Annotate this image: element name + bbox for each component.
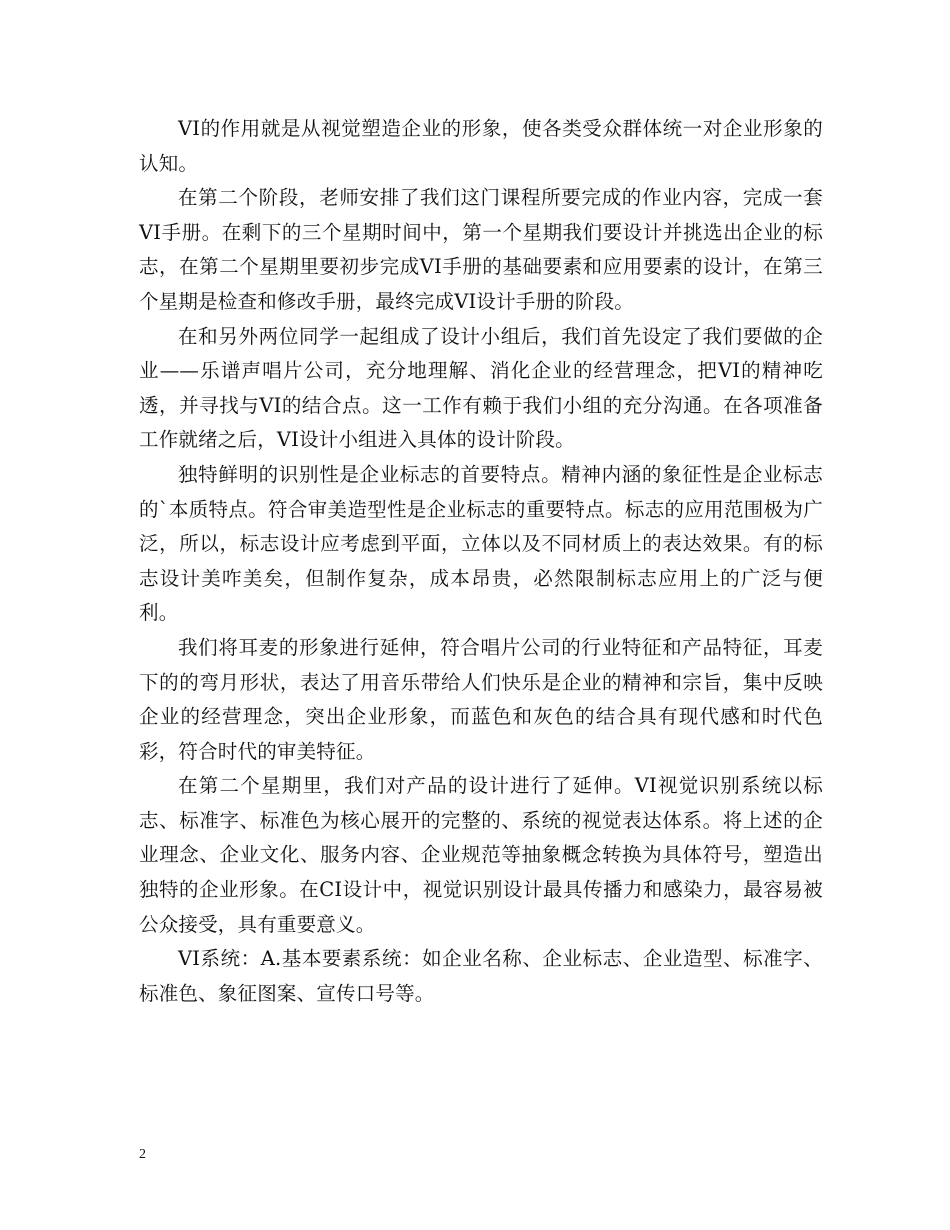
paragraph-second-stage: 在第二个阶段，老师安排了我们这门课程所要完成的作业内容，完成一套VI手册。在剩下的三个星期时间中，第一个星期我们要设计并挑选出企业的标志，在第二个星期里要初步完成VI手册的基础要素和应用要素的设计，在第三个星期是检查和修改手册，最终完成VI设计手册的阶段。 [139,186,823,313]
body-text [139,112,823,1011]
paragraph-vi-role: VI的作用就是从视觉塑造企业的形象，使各类受众群体统一对企业形象的认知。 [139,117,823,175]
paragraph-headset-logo: 我们将耳麦的形象进行延伸，符合唱片公司的行业特征和产品特征，耳麦下的的弯月形状，表达了用音乐带给人们快乐是企业的精神和宗旨，集中反映企业的经营理念，突出企业形象，而蓝色和灰色的结合具有现代感和时代色彩，符合时代的审美特征。 [139,635,823,763]
page-number: 2 [139,1147,146,1162]
paragraph-design-group: 在和另外两位同学一起组成了设计小组后，我们首先设定了我们要做的企业——乐谱声唱片公司，充分地理解、消化企业的经营理念，把VI的精神吃透，并寻找与VI的结合点。这一工作有赖于我们小组的充分沟通。在各项准备工作就绪之后，VI设计小组进入具体的设计阶段。 [139,324,823,452]
paragraph-logo-features: 独特鲜明的识别性是企业标志的首要特点。精神内涵的象征性是企业标志的`本质特点。符合审美造型性是企业标志的重要特点。标志的应用范围极为广泛，所以，标志设计应考虑到平面，立体以及不同材质上的表达效果。有的标志设计美咋美矣，但制作复杂，成本昂贵，必然限制标志应用上的广泛与便利。 [139,462,823,625]
paragraph-second-week: 在第二个星期里，我们对产品的设计进行了延伸。VI视觉识别系统以标志、标准字、标准色为核心展开的完整的、系统的视觉表达体系。将上述的企业理念、企业文化、服务内容、企业规范等抽象概念转换为具体符号，塑造出独特的企业形象。在CI设计中，视觉识别设计最具传播力和感染力，最容易被公众接受，具有重要意义。 [139,774,823,936]
paragraph-vi-system: VI系统：A.基本要素系统：如企业名称、企业标志、企业造型、标准字、标准色、象征图案、宣传口号等。 [139,947,823,1005]
